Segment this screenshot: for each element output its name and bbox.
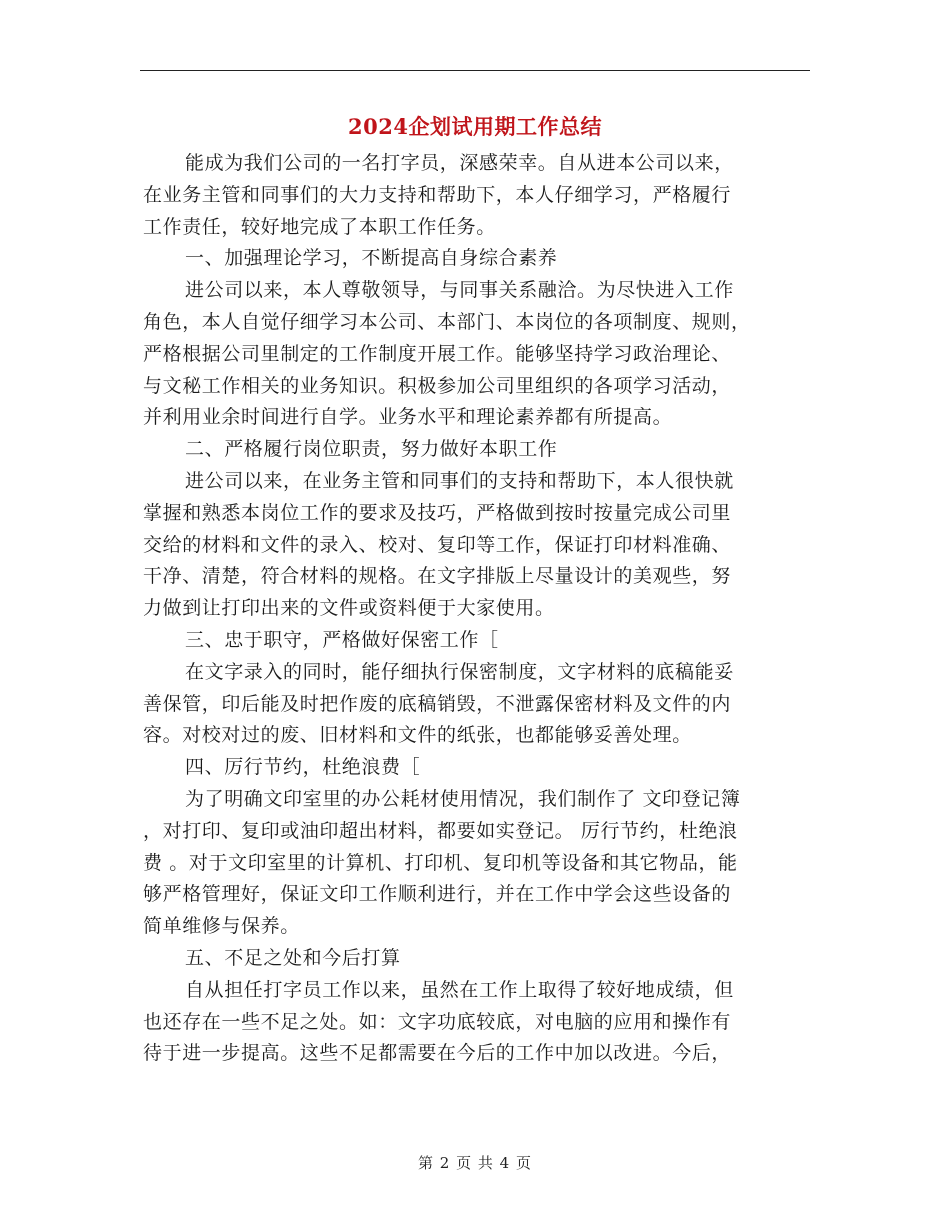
text-line: 角色，本人自觉仔细学习本公司、本部门、本岗位的各项制度、规则， [143, 310, 751, 333]
text-line: 进公司以来，本人尊敬领导，与同事关系融洽。为尽快进入工作 [185, 279, 734, 302]
text-line: 也还存在一些不足之处。如：文字功底较底，对电脑的应用和操作有 [143, 1010, 732, 1033]
text-line: 工作责任，较好地完成了本职工作任务。 [143, 215, 496, 238]
text-line: 为了明确文印室里的办公耗材使用情况，我们制作了 文印登记簿 [185, 787, 741, 810]
section-heading: 四、厉行节约，杜绝浪费［ [185, 756, 421, 779]
text-line: 进公司以来，在业务主管和同事们的支持和帮助下，本人很快就 [185, 469, 734, 492]
text-line: 能成为我们公司的一名打字员，深感荣幸。自从进本公司以来， [185, 152, 734, 174]
document-title: 2024企划试用期工作总结 [348, 114, 602, 139]
section-heading: 三、忠于职守，严格做好保密工作［ [185, 628, 499, 651]
text-line: 费 。对于文印室里的计算机、打印机、复印机等设备和其它物品，能 [143, 851, 738, 874]
header-rule [140, 70, 810, 71]
section-heading: 二、严格履行岗位职责，努力做好本职工作 [185, 438, 558, 461]
text-line: 善保管，印后能及时把作废的底稿销毁，不泄露保密材料及文件的内 [143, 692, 732, 715]
text-line: 在业务主管和同事们的大力支持和帮助下，本人仔细学习，严格履行 [143, 183, 732, 206]
text-line: 简单维修与保养。 [143, 915, 300, 938]
text-line: 严格根据公司里制定的工作制度开展工作。能够坚持学习政治理论、 [143, 342, 732, 365]
section-heading: 一、加强理论学习，不断提高自身综合素养 [185, 247, 558, 270]
text-line: 在文字录入的同时，能仔细执行保密制度，文字材料的底稿能妥 [185, 660, 734, 683]
page-number-footer: 第 2 页 共 4 页 [418, 1154, 532, 1172]
section-heading: 五、不足之处和今后打算 [185, 946, 401, 969]
text-line: 干净、清楚，符合材料的规格。在文字排版上尽量设计的美观些，努 [143, 565, 732, 588]
text-line: 并利用业余时间进行自学。业务水平和理论素养都有所提高。 [143, 406, 673, 429]
text-line: 待于进一步提高。这些不足都需要在今后的工作中加以改进。今后， [143, 1042, 732, 1065]
text-line: 够严格管理好，保证文印工作顺利进行，并在工作中学会这些设备的 [143, 883, 732, 906]
text-line: 力做到让打印出来的文件或资料便于大家使用。 [143, 597, 555, 620]
text-line: 掌握和熟悉本岗位工作的要求及技巧，严格做到按时按量完成公司里 [143, 501, 732, 524]
text-line: 与文秘工作相关的业务知识。积极参加公司里组织的各项学习活动， [143, 374, 732, 397]
text-line: ，对打印、复印或油印超出材料，都要如实登记。 厉行节约，杜绝浪 [143, 819, 738, 842]
text-line: 自从担任打字员工作以来，虽然在工作上取得了较好地成绩，但 [185, 978, 734, 1001]
document-body [143, 148, 809, 1070]
text-line: 交给的材料和文件的录入、校对、复印等工作，保证打印材料准确、 [143, 533, 732, 556]
text-line: 容。对校对过的废、旧材料和文件的纸张，也都能够妥善处理。 [143, 724, 692, 747]
